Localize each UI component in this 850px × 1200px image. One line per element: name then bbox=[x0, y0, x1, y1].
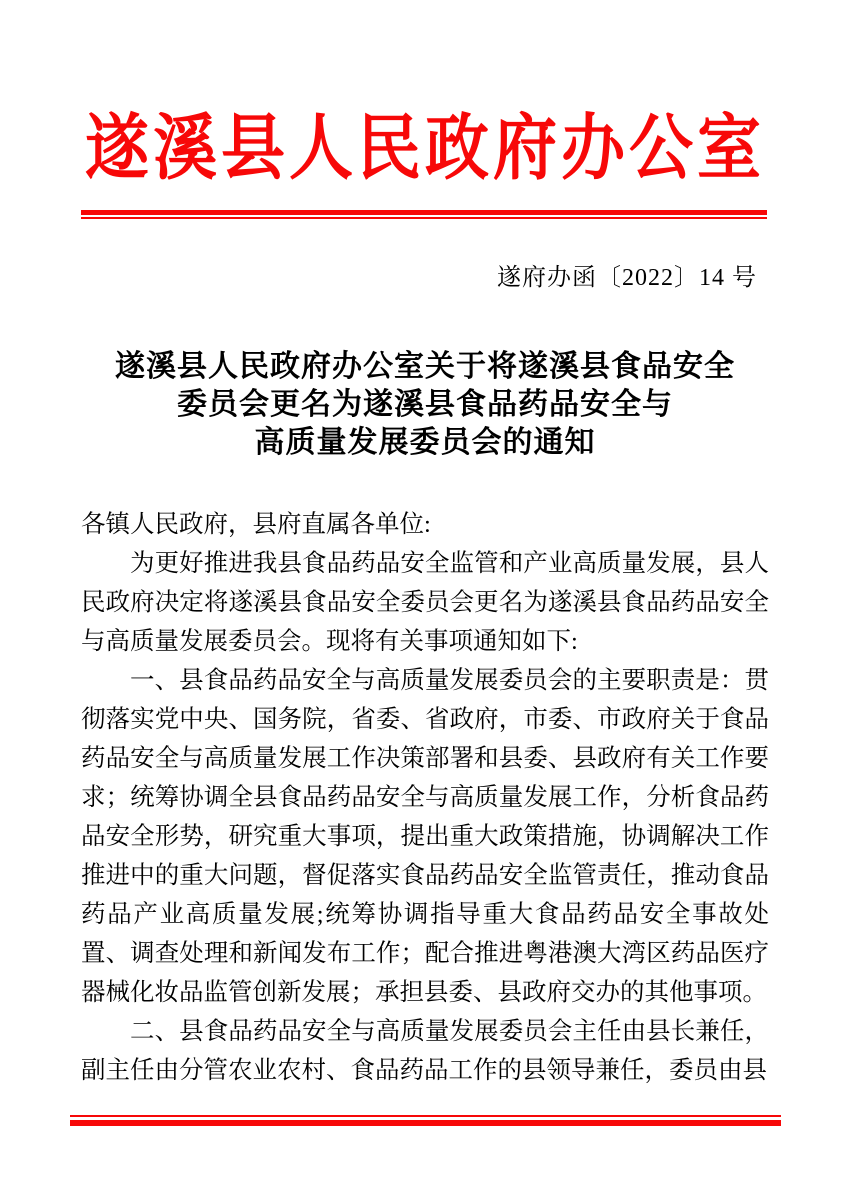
footer-divider bbox=[70, 1115, 781, 1126]
doc-title-line-2: 委员会更名为遂溪县食品药品安全与 bbox=[177, 388, 673, 421]
body-paragraph-1: 为更好推进我县食品药品安全监管和产业高质量发展，县人民政府决定将遂溪县食品安全委员会更名为遂溪县食品药品安全与高质量发展委员会。现将有关事项通知如下: bbox=[81, 550, 769, 655]
agency-name: 遂溪县人民政府办公室 bbox=[85, 108, 765, 189]
body-paragraph-2: 一、县食品药品安全与高质量发展委员会的主要职责是：贯彻落实党中央、国务院，省委、省政府，市委、市政府关于食品药品安全与高质量发展工作决策部署和县委、县政府有关工作要求；统筹协调全县食品药品安全与高质量发展工作，分析食品药品安全形势，研究重大事项，提出重大政策措施，协调解决工作推进中的重大问题，督促落实食品药品安全监管责任，推动食品药品产业高质量发展;统筹协调指导重大食品药品安全事故处置、调查处理和新闻发布工作；配合推进粤港澳大湾区药品医疗器械化妆品监管创新发展；承担县委、县政府交办的其他事项。 bbox=[81, 667, 769, 1006]
salutation: 各镇人民政府，县府直属各单位: bbox=[81, 511, 431, 538]
header-divider-thin-line bbox=[81, 217, 767, 219]
doc-title-line-3: 高质量发展委员会的通知 bbox=[254, 426, 596, 459]
body-paragraph-3: 二、县食品药品安全与高质量发展委员会主任由县长兼任，副主任由分管农业农村、食品药品工作的县领导兼任，委员由县 bbox=[81, 1018, 769, 1084]
doc-number: 遂府办函〔2022〕14 号 bbox=[497, 265, 757, 291]
footer-divider-thick-line bbox=[70, 1120, 781, 1126]
doc-title bbox=[0, 348, 850, 462]
doc-body bbox=[81, 505, 769, 1090]
header-divider bbox=[81, 210, 767, 219]
doc-title-line-1: 遂溪县人民政府办公室关于将遂溪县食品安全 bbox=[115, 350, 735, 383]
